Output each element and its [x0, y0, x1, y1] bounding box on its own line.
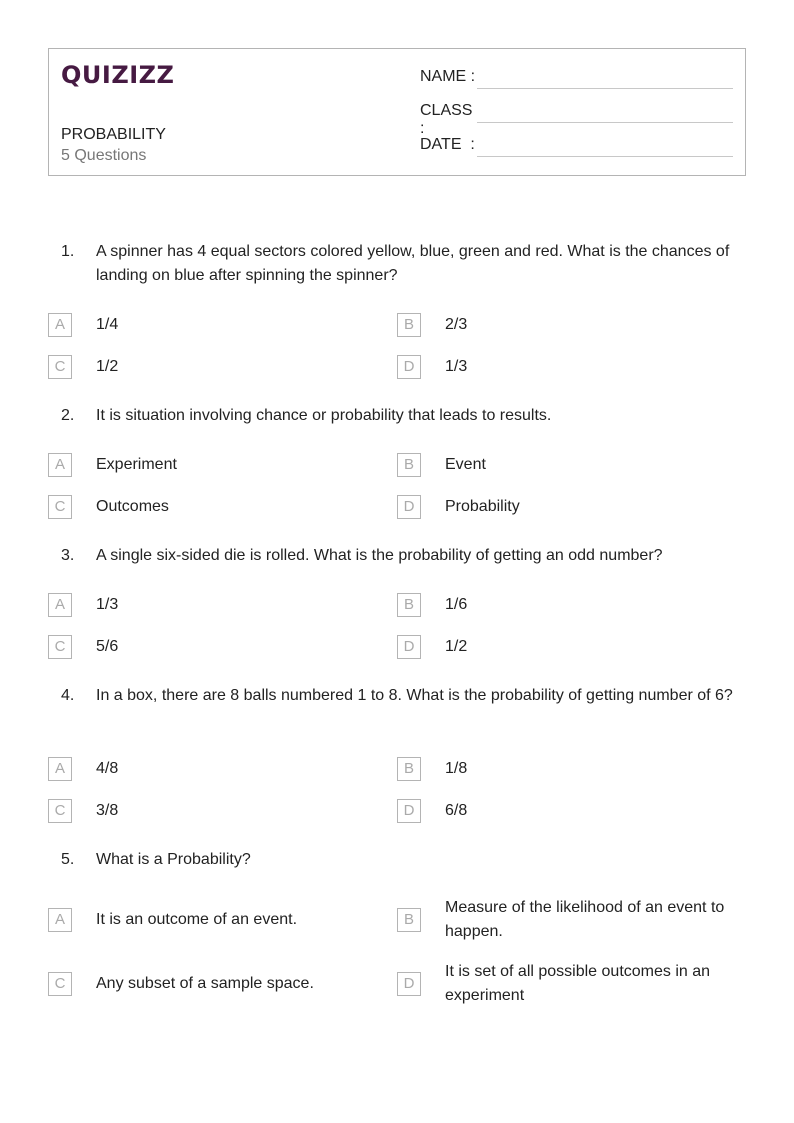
option-letter: A — [48, 313, 72, 337]
option-c[interactable] — [48, 799, 396, 823]
option-a[interactable] — [48, 757, 396, 781]
option-letter: B — [397, 593, 421, 617]
question-text: It is situation involving chance or probability that leads to results. — [96, 407, 552, 424]
option-c[interactable] — [48, 972, 396, 996]
option-c[interactable] — [48, 495, 396, 519]
option-letter: B — [397, 757, 421, 781]
option-d[interactable] — [397, 799, 745, 823]
option-text: It is an outcome of an event. — [96, 911, 298, 928]
option-d[interactable] — [397, 960, 745, 1008]
option-text: 1/3 — [445, 358, 468, 375]
question-number: 2. — [61, 407, 75, 424]
option-text: Any subset of a sample space. — [96, 975, 314, 992]
name-line[interactable] — [477, 88, 733, 89]
option-letter: A — [48, 593, 72, 617]
option-b[interactable] — [397, 593, 745, 617]
question-number: 5. — [61, 851, 75, 868]
option-text: Measure of the likelihood of an event to happen. — [445, 899, 725, 940]
option-b[interactable] — [397, 757, 745, 781]
option-a[interactable] — [48, 593, 396, 617]
date-field[interactable] — [420, 136, 477, 154]
date-label: DATE : — [420, 136, 475, 153]
question-text: In a box, there are 8 balls numbered 1 to 8. What is the probability of getting number of 6? — [96, 687, 733, 704]
option-b[interactable] — [397, 453, 745, 477]
option-b[interactable] — [397, 313, 745, 337]
option-letter: C — [48, 355, 72, 379]
quizizz-logo: QUIZIZZ — [61, 61, 175, 89]
option-text: 1/2 — [445, 638, 468, 655]
question-number: 3. — [61, 547, 75, 564]
option-text: It is set of all possible outcomes in an experiment — [445, 963, 711, 1004]
option-text: 1/3 — [96, 596, 119, 613]
option-d[interactable] — [397, 635, 745, 659]
option-letter: D — [397, 972, 421, 996]
option-a[interactable] — [48, 313, 396, 337]
option-letter: B — [397, 313, 421, 337]
question-count: 5 Questions — [61, 147, 147, 164]
worksheet-title: PROBABILITY — [61, 126, 166, 143]
option-letter: C — [48, 635, 72, 659]
option-text: 5/6 — [96, 638, 119, 655]
option-letter: D — [397, 635, 421, 659]
option-text: 4/8 — [96, 760, 119, 777]
name-field[interactable] — [420, 68, 477, 86]
option-letter: D — [397, 799, 421, 823]
option-letter: A — [48, 908, 72, 932]
option-text: 2/3 — [445, 316, 468, 333]
name-label: NAME : — [420, 68, 476, 85]
option-letter: D — [397, 495, 421, 519]
option-letter: A — [48, 453, 72, 477]
option-text: 1/2 — [96, 358, 119, 375]
option-letter: C — [48, 799, 72, 823]
option-text: Probability — [445, 498, 520, 515]
option-b[interactable] — [397, 896, 745, 944]
question-number: 4. — [61, 687, 75, 704]
option-text: Event — [445, 456, 486, 473]
option-c[interactable] — [48, 635, 396, 659]
option-text: 1/4 — [96, 316, 119, 333]
option-text: 1/8 — [445, 760, 468, 777]
option-letter: A — [48, 757, 72, 781]
class-label: CLASS : — [420, 102, 473, 137]
question-text: What is a Probability? — [96, 851, 251, 868]
question-text: A single six-sided die is rolled. What is the probability of getting an odd number? — [96, 547, 663, 564]
option-text: 1/6 — [445, 596, 468, 613]
question-number: 1. — [61, 243, 75, 260]
class-line[interactable] — [477, 122, 733, 123]
date-line[interactable] — [477, 156, 733, 157]
option-letter: B — [397, 453, 421, 477]
option-letter: D — [397, 355, 421, 379]
option-c[interactable] — [48, 355, 396, 379]
option-letter: C — [48, 495, 72, 519]
option-d[interactable] — [397, 355, 745, 379]
option-text: 3/8 — [96, 802, 119, 819]
option-text: 6/8 — [445, 802, 468, 819]
option-letter: B — [397, 908, 421, 932]
worksheet-header — [48, 48, 746, 176]
option-letter: C — [48, 972, 72, 996]
option-a[interactable] — [48, 453, 396, 477]
option-d[interactable] — [397, 495, 745, 519]
option-text: Experiment — [96, 456, 177, 473]
option-a[interactable] — [48, 908, 396, 932]
class-field[interactable] — [420, 102, 477, 138]
question-text: A spinner has 4 equal sectors colored yellow, blue, green and red. What is the chances of landing on blue after spinning the spinner? — [96, 243, 730, 284]
option-text: Outcomes — [96, 498, 169, 515]
